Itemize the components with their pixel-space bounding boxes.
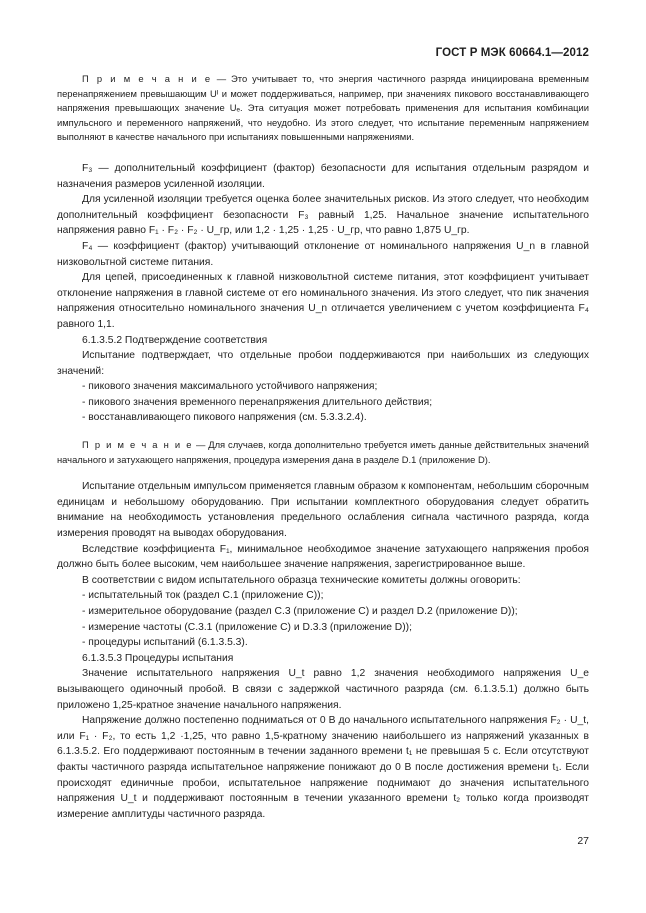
document-header: ГОСТ Р МЭК 60664.1—2012 [435,47,589,59]
note-1-label: П р и м е ч а н и е [82,73,212,84]
committees-list-item: - испытательный ток (раздел С.1 (приложение С)); [82,590,324,602]
f4-definition: F₄ — коэффициент (фактор) учитывающий отклонение от номинального напряжения U_n в главной низковольтной системе питания. [57,240,589,268]
note-1-text: — Это учитывает то, что энергия частичного разряда инициирована временным перенапряжением превышающим Uᴵ и может поддерживаться, например, при значениях пикового восстанавливающего напряжения превышающих значение Uₑ. Эта ситуация может потребовать применения для испытания комбинации импульсного и переменного напряжений, что неудобно. Из этого следует, что испытание переменным напряжением выполняют в качестве начального при испытаниях повышенными напряжениями. [57,73,589,143]
confirm-list-item: - восстанавливающего пикового напряжения (см. 5.3.3.2.4). [82,412,367,424]
note-1 [57,72,589,145]
confirm-list-item: - пикового значения временного перенапряжения длительного действия; [82,396,433,408]
f3-definition: F₃ — дополнительный коэффициент (фактор) безопасности для испытания отдельным разрядом и назначения размеров усиленной изоляции. [57,162,589,190]
note-2 [57,438,589,467]
f3-paragraph: Для усиленной изоляции требуется оценка более значительных рисков. Из этого следует, что необходим дополнительный коэффициент безопасности F₃ равный 1,25. Начальное значение испытательного напряжения равно F₁ · F₂ · F₂ · U_гр, или 1,2 · 1,25 · 1,25 · U_гр, что равно 1,875 U_гр. [57,194,589,237]
committees-paragraph: В соответствии с видом испытательного образца технические комитеты должны оговорить: [82,574,521,586]
committees-list-item: - измерение частоты (С.3.1 (приложение С) и D.3.3 (приложение D)); [82,621,412,633]
committees-list-item: - процедуры испытаний (6.1.3.5.3). [82,637,248,649]
committees-list-item: - измерительное оборудование (раздел С.3 (приложение С) и раздел D.2 (приложение D)); [82,606,518,617]
section-heading-6-1-3-5-2: 6.1.3.5.2 Подтверждение соответствия [82,334,268,346]
confirm-paragraph: Испытание подтверждает, что отдельные пробои поддерживаются при наибольших из следующих значений: [57,350,589,377]
section-heading-6-1-3-5-3: 6.1.3.5.3 Процедуры испытания [82,652,234,664]
procedure-paragraph-2: Напряжение должно постепенно подниматься от 0 В до начального испытательного напряжения F₂ · U_t, или F₁ · F₂, то есть 1,2 ·1,25, что равно 1,5-кратному значению наибольшего из напряжений указанных в 6.1.3.5.2. Его поддерживают постоянным в течении заданного времени t₁ не превышая 5 с. Если отсутствуют факты частичного разряда испытательное напряжение понижают до 0 В после достижения времени t₁. Если происходят единичные пробои, испытательное напряжение поднимают до значения испытательного напряжения U_t и поддерживают постоянным в течении указанного времени t₂ только когда производят измерение амплитуды частичного разряда. [57,715,589,820]
note-2-label: П р и м е ч а н и е [82,439,194,451]
page-number: 27 [577,835,589,847]
procedure-paragraph-1: Значение испытательного напряжения U_t равно 1,2 значения необходимого напряжения U_e вызывающего одиночный пробой. В связи с задержкой частичного разряда (см. 6.1.3.5.1) должно быть приложено 1,25-кратное значение начального напряжения. [57,668,589,711]
note-2-text: — Для случаев, когда дополнительно требуется иметь данные действительных значений начального и затухающего напряжения, процедура измерения дана в разделе D.1 (приложение D). [57,439,589,465]
f1-paragraph: Вследствие коэффициента F₁, минимальное необходимое значение затухающего напряжения пробоя должно быть более высоким, чем наибольшее значение напряжения, зарегистрированное выше. [57,543,589,571]
page-body [57,72,589,822]
f4-paragraph: Для цепей, присоединенных к главной низковольтной системе питания, этот коэффициент учитывает отклонение напряжения в главной системе от его номинального значения. Из этого следует, что пик значения напряжения относительно номинального значения U_n отличается увеличением с учетом коэффициента F₄ равного 1,1. [57,272,589,330]
confirm-list-item: - пикового значения максимального устойчивого напряжения; [82,381,378,393]
impulse-paragraph: Испытание отдельным импульсом применяется главным образом к компонентам, небольшим сборочным единицам и небольшому оборудованию. При испытании комплектного оборудования следует обратить внимание на необходимость установления предельного ослабления сигнала частичного разряда, когда измерения проводят на выводах оборудования. [57,481,589,540]
